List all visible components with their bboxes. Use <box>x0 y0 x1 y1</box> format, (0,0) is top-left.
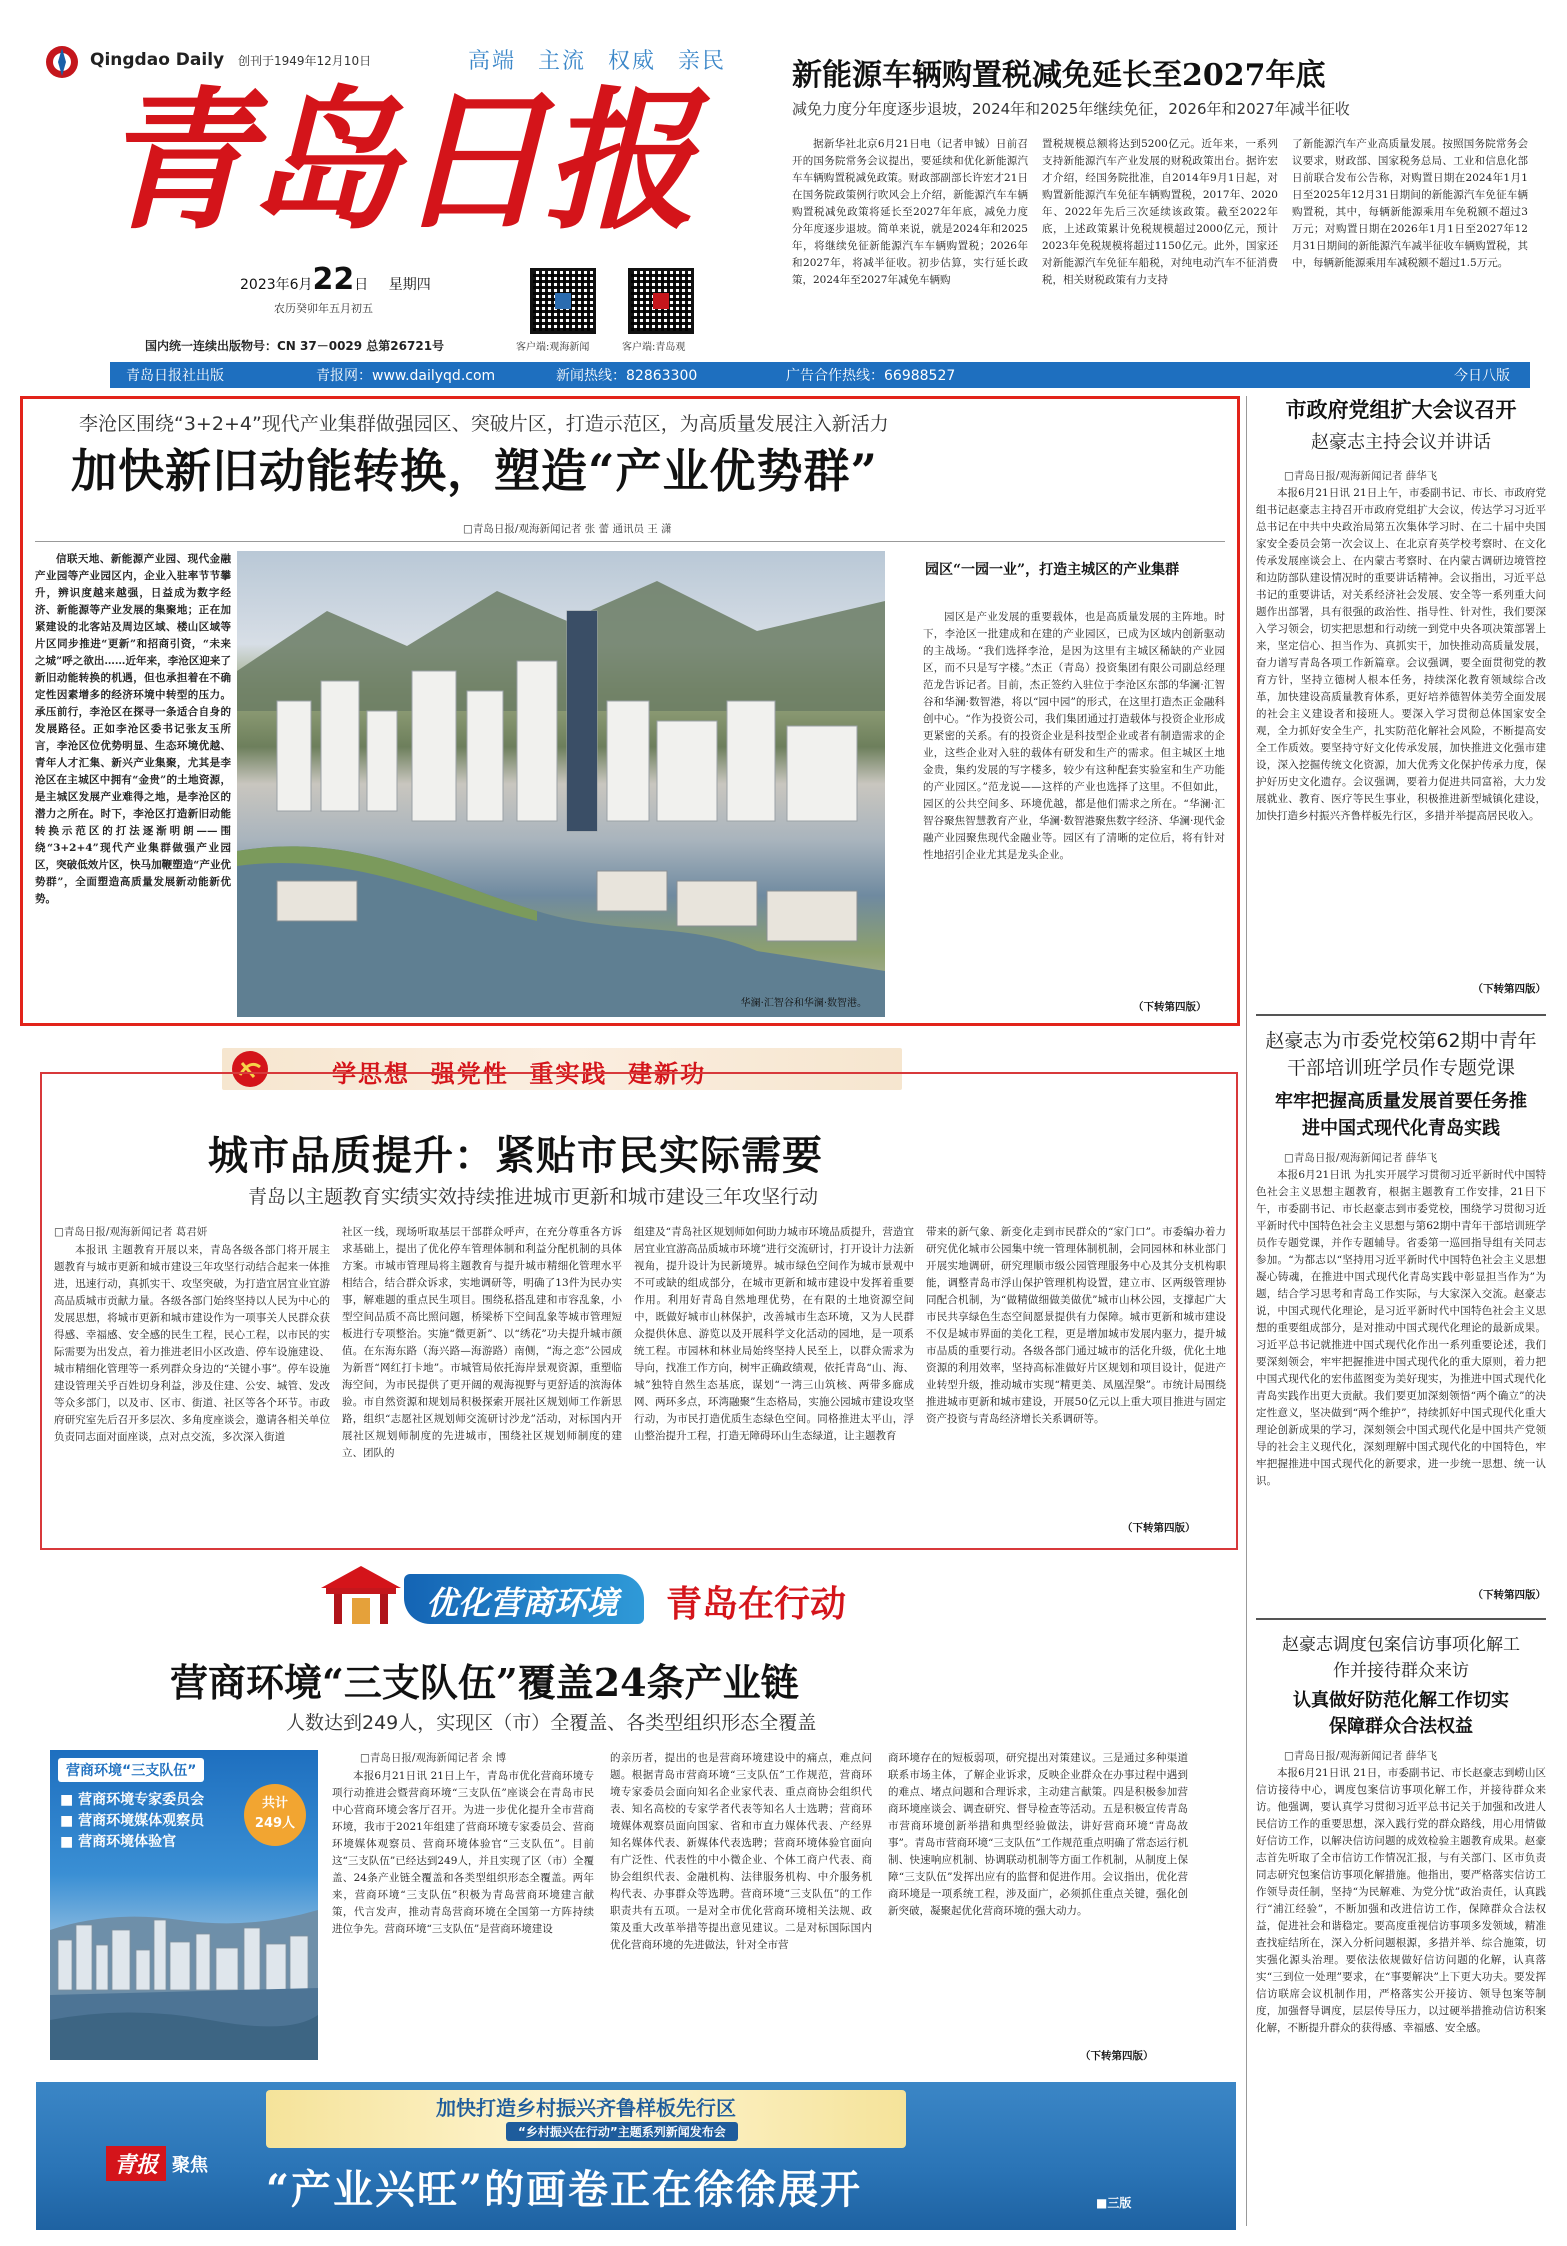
right-mid-byline: □青岛日报/观海新闻记者 薛华飞 <box>1284 1152 1438 1164</box>
footer-brand <box>106 2146 208 2181</box>
infobox-total-badge <box>244 1784 306 1846</box>
business-story <box>40 1616 1238 2076</box>
qr1-caption: 客户端:观海新闻 <box>516 342 590 353</box>
top-story-subtitle: 减免力度分年度逐步退坡，2024年和2025年继续免征，2026年和2027年减半征收 <box>792 100 1350 118</box>
right-bottom-body: 本报6月21日讯 21日，市委副书记、市长赵豪志到崂山区信访接待中心，调度包案信访事项化解工作，并接待群众来访。他强调，要认真学习贯彻习近平总书记关于加强和改进人民信访工作的重要思想，深入践行党的群众路线，用心用情做好信访工作，以解决信访问题的成效检验主题教育成果。赵豪志首先听取了全市信访工作情况汇报，与有关部门、区市负责同志研究包案信访事项化解措施。他指出，要严格落实信访工作领导责任制，坚持“为民解难、为党分忧”政治责任，认真践行“浦江经验”，不断加强和改进信访工作，保障群众合法权益，促进社会和谐稳定。要高度重视信访事项多发领域，精准查找症结所在，深入分析问题根源，多措并举、综合施策，切实强化源头治理。要依法依规做好信访问题的化解，认真落实“三到位一处理”要求，在“事要解决”上下更大功夫。要发挥信访联席会议机制作用，严格落实公开接访、领导包案等制度，加强督导调度，层层传导压力，以过硬举措推动信访积案化解，不断提升群众的获得感、幸福感、安全感。 <box>1256 1767 1546 2034</box>
lead-continue[interactable]: （下转第四版） <box>1133 1001 1207 1013</box>
date-suffix: 日 <box>354 277 369 293</box>
right-mid-body: 本报6月21日讯 为扎实开展学习贯彻习近平新时代中国特色社会主义思想主题教育，根据主题教育工作安排，21日下午，市委副书记、市长赵豪志到市委党校，围绕学习贯彻习近平新时代中国特色社会主义思想与第62期中青年干部培训班学员作专题党课，并作专题辅导。省委第一巡回指导组有关同志参加。“为都志以“坚持用习近平新时代中国特色社会主义思想凝心铸魂，在推进中国式现代化青岛实践中彰显担当作为”为题，结合学习思考和青岛工作实际，与大家深入交流。赵豪志说，中国式现代化理论，是习近平新时代中国特色社会主义思想的重要组成部分，是对推动中国式现代化理论的最新成果。习近平总书记就推进中国式现代化作出一系列重要论述，我们要深刻领会，牢牢把握推进中国式现代化的重大原则，着力把中国式现代化的宏伟蓝图变为美好现实，为推进中国式现代化青岛实践作出更大贡献。我们要更加深刻领悟“两个确立”的决定性意义，坚决做到“两个维护”，持续抓好中国式现代化重大理论创新成果的学习，深刻领会中国式现代化是中国共产党领导的社会主义现代化，深刻理解中国式现代化的中国特色，牢牢把握推进中国式现代化的新要求，进一步统一思想、统一认识。 <box>1256 1169 1546 1487</box>
logo-emblem-icon <box>44 44 80 80</box>
city-byline: □青岛日报/观海新闻记者 葛君妍 <box>54 1226 208 1238</box>
business-subtitle: 人数达到249人，实现区（市）全覆盖、各类型组织形态全覆盖 <box>286 1712 817 1734</box>
english-name: Qingdao Daily <box>90 50 225 70</box>
lead-left-col: 信联天地、新能源产业园、现代金融产业园等产业园区内，企业入驻率节节攀升，辨识度越来越强，日益成为数字经济、新能源等产业发展的集聚地；正在加紧建设的北客站及周边区域、楼山区域等片区同步推进“更新”和招商引资，“未来之城”呼之欲出……近年来，李沧区迎来了新旧动能转换的机遇，但也承担着在不确定性因素增多的经济环境中转型的压力。承压前行，李沧区在探寻一条适合自身的发展路径。正如李沧区委书记张友玉所言，李沧区位优势明显、生态环境优越、青年人才汇集、新兴产业集聚，尤其是李沧区在主城区中拥有“金贵”的土地资源，是主城区发展产业难得之地，是李沧区的潜力之所在。时下，李沧区打造新旧动能转换示范区的打法逐渐明朗——围绕“3+2+4”现代产业集群做强产业园区，突破低效片区，快马加鞭塑造“产业优势群”，全面塑造高质量发展新动能新优势。 <box>35 553 231 905</box>
right-top-title[interactable]: 市政府党组扩大会议召开 <box>1285 397 1517 422</box>
footer-banner-top: 加快打造乡村振兴齐鲁样板先行区 <box>436 2096 736 2120</box>
right-bottom-title[interactable]: 赵豪志调度包案信访事项化解工作并接待群众来访 <box>1282 1635 1520 1681</box>
footer-page-ref[interactable]: ■三版 <box>1096 2196 1132 2210</box>
slogan-4: 亲民 <box>678 49 727 74</box>
lead-photo-caption: 华澜·汇智谷和华澜·数智港。 <box>740 998 867 1009</box>
city-col4: 带来的新气象、新变化走到市民群众的“家门口”。市委编办着力研究优化城市公园集中统一管理体制机制，会同园林和林业部门开展实地调研，研究理顺市级公园管理服务中心及其分支机构职能，调整青岛市浮山保护管理机构设置，建立市、区两级管理协同配合机制，为“做精做细做美做优”城市山林公园，支撑起广大市民共享绿色生态空间愿景提供有力保障。城市更新和城市建设不仅是城市界面的美化工程，更是增加城市发展内驱力，提升城市品质的重要行动。各级各部门通过城市的活化升级，优化土地资源的利用效率，坚持高标准做好片区规划和项目设计，促进产业转型升级，推动城市实现“精更美、凤凰涅槃”。市统计局围绕推进城市更新和城市建设，开展50亿元以上重大项目推进与固定资产投资与青岛经济增长关系调研等。 <box>926 1226 1226 1425</box>
right-bottom-byline: □青岛日报/观海新闻记者 薛华飞 <box>1284 1750 1438 1762</box>
slogan-3: 权威 <box>608 49 657 74</box>
business-title[interactable]: 营商环境“三支队伍”覆盖24条产业链 <box>170 1660 799 1705</box>
top-story-title[interactable]: 新能源车辆购置税减免延长至2027年底 <box>792 58 1326 93</box>
infobox-skyline-image <box>50 1870 318 2060</box>
city-col1: 本报讯 主题教育开展以来，青岛各级各部门将开展主题教育与城市更新和城市建设三年攻坚行动结合起来一体推进，迅速行动，真抓实干、攻坚突破，为打造宜居宜业宜游高品质城市贡献力量。各级各部门始终坚持以人民为中心的发展思想，将城市更新和城市建设作为一项事关人民群众获得感、幸福感、安全感的民生工程，民心工程，以市民的实际需要为出发点，着力推进老旧小区改造、停车设施建设、城市精细化管理等一系列群众身边的“关键小事”。停车设施建设管理关乎百姓切身利益，涉及住建、公安、城管、发改等众多部门，以及市、区市、街道、社区等各个环节。市政府研究室先后召开多层次、多角度座谈会，邀请各相关单位负责同志面对面座谈，点对点交流，多次深入街道 <box>54 1244 330 1443</box>
publisher: 青岛日报社出版 <box>126 368 224 384</box>
business-continue[interactable]: （下转第四版） <box>1080 2050 1154 2062</box>
right-column <box>1256 396 1546 2096</box>
website-link[interactable]: 青报网：www.dailyqd.com <box>316 368 496 384</box>
right-mid-subtitle: 牢牢把握高质量发展首要任务推进中国式现代化青岛实践 <box>1275 1091 1527 1139</box>
city-col2: 社区一线，现场听取基层干部群众呼声，在充分尊重各方诉求基础上，提出了优化停车管理体制和利益分配机制的具体方案。市城市管理局将主题教育与提升城市精细化管理水平相结合，结合群众诉求，实地调研等，明确了13件为民办实事，解难题的重点民生项目。围绕私搭乱建和市容乱象，小型空间品质不高比照问题，桥梁桥下空间乱象等城市管理短板进行专项整治。实施“微更新”、以“绣花”功夫提升城市颜值。在东海东路（海兴路—海游路）南侧，“海之恋”公园成为新晋“网红打卡地”。市城管局依托海岸景观资源，重塑临海空间，为市民提供了更开阔的观海视野与更舒适的滨海体验。市自然资源和规划局积极探索开展社区规划师工作新思路，组织“志愿社区规划师交流研讨沙龙”活动，对标国内开展社区规划师制度的先进城市，围绕社区规划师制度的建立、团队的 <box>342 1226 622 1459</box>
right-mid-title[interactable]: 赵豪志为市委党校第62期中青年干部培训班学员作专题党课 <box>1265 1030 1537 1079</box>
lead-kicker: 李沧区围绕“3+2+4”现代产业集群做强园区、突破片区，打造示范区，为高质量发展注入新活力 <box>79 413 889 435</box>
business-col2: 的亲历者，提出的也是营商环境建设中的痛点，难点问题。根据青岛市营商环境“三支队伍”工作规范，营商环境专家委员会面向知名企业家代表、重点商协会组织代表、知名高校的专家学者代表等知名人士选聘；营商环境媒体观察员面向国家、省和市直力媒体代表、产经界知名媒体代表、新媒体代表选聘；营商环境体验官面向有广泛性、代表性的中小微企业、个体工商户代表、商协会组织代表、金融机构、法律服务机构、中介服务机构代表、办事群众等选聘。营商环境“三支队伍”的工作职责共有五项。一是对全市优化营商环境相关法规、政策及重大改革举措等提出意见建议。二是对标国际国内优化营商环境的先进做法，针对全市营 <box>610 1752 872 1951</box>
lead-byline: □青岛日报/观海新闻记者 张 蕾 通讯员 王 潇 <box>463 523 672 535</box>
city-story <box>40 1072 1238 1550</box>
footer-brand-logo: 青报 <box>106 2146 166 2181</box>
footer-brand-side: 聚焦 <box>172 2154 209 2176</box>
lead-photo[interactable] <box>237 551 885 1017</box>
ad-hotline: 广告合作热线：66988527 <box>786 368 956 384</box>
issn-line: 国内统一连续出版物号：CN 37－0029 总第26721号 <box>145 339 445 353</box>
city-title[interactable]: 城市品质提升：紧贴市民实际需要 <box>208 1132 823 1179</box>
weekday: 星期四 <box>388 277 431 293</box>
business-col1: 本报6月21日讯 21日上午，青岛市优化营商环境专项行动推进会暨营商环境“三支队伍”座谈会在青岛市民中心营商环境会客厅召开。为进一步优化提升全市营商环境，我市于2021年组建了营商环境专家委员会、营商环境媒体观察员、营商环境体验官“三支队伍”。目前这“三支队伍”已经达到249人，并且实现了区（市）全覆盖、24条产业链全覆盖和各类型组织形态全覆盖。两年来，营商环境“三支队伍”积极为青岛营商环境建言献策，代言发声，推动青岛营商环境在全国第一方阵持续进位争先。营商环境“三支队伍”是营商环境建设 <box>332 1770 594 1935</box>
lead-photo-image <box>237 551 885 1017</box>
infobox-total-label: 共计 <box>261 1796 288 1811</box>
business-banner-main: 优化营商环境 <box>426 1584 619 1622</box>
footer-banner <box>36 2082 1236 2230</box>
infobox-title: 营商环境“三支队伍” <box>58 1758 204 1782</box>
right-top-byline: □青岛日报/观海新闻记者 薛华飞 <box>1284 470 1438 482</box>
qr-center-2 <box>653 293 669 309</box>
infobox-item-3: ■ 营商环境体验官 <box>60 1834 177 1850</box>
slogan-1: 高端 <box>468 49 517 74</box>
slogan-2: 主流 <box>538 49 587 74</box>
masthead-logo: 青岛日报 <box>100 71 692 250</box>
top-story-col1: 据新华社北京6月21日电（记者申铖）日前召开的国务院常务会议提出，要延续和优化新能源汽车车辆购置税减免政策。财政部副部长许宏才21日在国务院政策例行吹风会上介绍，新能源汽车车辆购置税减免政策将延长至2027年年底，减免力度分年度逐步退坡。简单来说，就是2024年和2025年，将继续免征新能源汽车车辆购置税；2026年和2027年，将减半征收。初步估算，实行延长政策，2024年至2027年减免车辆购 <box>792 138 1028 286</box>
business-banner-side: 青岛在行动 <box>666 1583 847 1625</box>
lead-story <box>20 396 1240 1026</box>
right-top-body: 本报6月21日讯 21日上午，市委副书记、市长、市政府党组书记赵豪志主持召开市政府党组扩大会议，传达学习习近平总书记在中共中央政治局第五次集体学习时、在二十届中央国家安全委员会第一次会议上、在北京育英学校考察时、在文化传承发展座谈会上、在内蒙古考察时、在内蒙古调研边境管控和边防部队建设情况时的重要讲话精神。会议指出，习近平总书记的重要讲话，对关系经济社会发展、安全等一系列重大问题作出部署，具有很强的政治性、指导性、针对性，我们要深入学习领会，切实把思想和行动统一到党中央各项决策部署上来，坚定信心、担当作为、真抓实干，加快推动高质量发展，奋力谱写青岛各项工作新篇章。会议强调，要全面贯彻党的教育方针，坚持立德树人根本任务，持续深化教育领域综合改革，加快建设高质量教育体系，更好培养德智体美劳全面发展的社会主义建设者和接班人。要深入学习贯彻总体国家安全观，全力抓好安全生产，扎实防范化解社会风险，不断提高安全工作质效。要坚持守好文化传承发展，加快推进文化强市建设，深入挖掘传统文化资源，加大优秀文化保护传承力度，保护好历史文化遗存。会议强调，要着力促进共同富裕，大力发展就业、教育、医疗等民生事业，积极推进新型城镇化建设，加快打造乡村振兴齐鲁样板先行区，多措并举提高居民收入。 <box>1256 487 1546 822</box>
lead-side-head: 园区“一园一业”，打造主城区的产业集群 <box>925 562 1180 578</box>
founded-date: 创刊于1949年12月10日 <box>238 54 372 68</box>
page-count: 今日八版 <box>1454 368 1510 384</box>
lead-rule <box>35 541 1225 542</box>
date-day: 22 <box>312 262 355 297</box>
qr2-caption: 客户端:青岛观 <box>622 342 686 353</box>
qr-center-1 <box>555 293 571 309</box>
footer-headline[interactable]: “产业兴旺”的画卷正在徐徐展开 <box>266 2166 863 2213</box>
right-divider-2 <box>1256 1618 1546 1620</box>
city-subtitle: 青岛以主题教育实绩实效持续推进城市更新和城市建设三年攻坚行动 <box>248 1186 819 1208</box>
masthead-emblem <box>44 44 80 80</box>
city-col3: 组建及“青岛社区规划师如何助力城市环境品质提升，营造宜居宜业宜游高品质城市环境”进行交流研讨，打开设计力法新视角，提升设计为民新境界。城市绿色空间作为城市景观中不可或缺的组成部分，在城市更新和城市建设中发挥着重要作用。利用好青岛自然地理优势，在有限的土地资源空间中，既做好城市山林保护，改善城市生态环境，又为人民群众提供休息、游览以及开展科学文化活动的园地，是一项系统工程。市园林和林业局始终坚持人民至上，以群众需求为导向，找准工作方向，树牢正确政绩观，依托青岛“山、海、城”独特自然生态基底，谋划“一湾三山筑核、两带多廊成网、两环多点，环湾融聚”生态格局，实施公园城市建设攻坚行动，为市民打造优质生态绿色空间。同格推进太平山，浮山整治提升工程，打造无障碍环山生态绿道，让主题教育 <box>634 1226 914 1442</box>
right-column-separator <box>1246 396 1247 2226</box>
right-top-subtitle: 赵豪志主持会议并讲话 <box>1311 432 1491 453</box>
qr-code-1[interactable] <box>530 268 596 334</box>
info-bar <box>110 362 1530 388</box>
masthead <box>40 30 780 360</box>
issue-date <box>240 262 431 297</box>
right-divider-1 <box>1256 1014 1546 1016</box>
infobox-total-value: 249人 <box>254 1816 296 1831</box>
right-mid-continue[interactable]: （下转第四版） <box>1472 1589 1546 1601</box>
lead-title[interactable]: 加快新旧动能转换，塑造“产业优势群” <box>71 444 878 498</box>
lead-right-col: 园区是产业发展的重要载体，也是高质量发展的主阵地。时下，李沧区一批建成和在建的产业园区，已成为区域内创新驱动的主战场。“我们选择李沧，是因为这里有主城区稀缺的产业园区，而不只是写字楼。”杰正（青岛）投资集团有限公司副总经理范龙告诉记者。目前，杰正签约入驻位于李沧区东部的华澜·汇智谷和华澜·数智港，将以“园中园”的形式，在这里打造杰正金融科创中心。“作为投资公司，我们集团通过打造载体与投资企业形成更紧密的关系。有的投资企业是科技型企业或者有制造需求的企业，这些企业对入驻的载体有研发和生产的需求。但主城区土地金贵，集约发展的写字楼多，较少有这种配套实验室和生产功能的产业园区。”范龙说——这样的产业也选择了这里。不但如此，园区的公共空间多、环境优越，都是他们需求之所在。“华澜·汇智谷聚焦智慧教育产业，华澜·数智港聚焦数字经济、华澜·现代金融产业园聚焦现代金融业等。园区有了清晰的定位后，将有针对性地招引企业尤其是龙头企业。 <box>923 611 1225 861</box>
right-bottom-subtitle: 认真做好防范化解工作切实保障群众合法权益 <box>1293 1690 1509 1737</box>
top-story-col3: 了新能源汽车产业高质量发展。按照国务院常务会议要求，财政部、国家税务总局、工业和信息化部日前联合发布公告称，对购置日期在2024年1月1日至2025年12月31日期间的新能源汽车免征车辆购置税，其中，每辆新能源乘用车免税额不超过3万元；对购置日期在2026年1月1日至2027年12月31日期间的新能源汽车减半征收车辆购置税，其中，每辆新能源乘用车减税额不超过1.5万元。 <box>1292 138 1528 269</box>
study-banner-text: 学思想 强党性 重实践 建新功 <box>332 1060 707 1088</box>
top-story-col2: 置税规模总额将达到5200亿元。近年来，一系列支持新能源汽车产业发展的财税政策出台。据许宏才介绍，经国务院批准，自2014年9月1日起，对购置新能源汽车免征车辆购置税，2017年、2020年、2022年先后三次延续该政策。截至2022年底，上述政策累计免税规模超过2000亿元，预计2023年免税规模将超过1150亿元。此外，国家还对新能源汽车免征车船税，对纯电动汽车不征消费税，相关财税政策有力支持 <box>1042 138 1278 286</box>
infobox-item-2: ■ 营商环境媒体观察员 <box>60 1813 205 1829</box>
qr-code-2[interactable] <box>628 268 694 334</box>
city-continue[interactable]: （下转第四版） <box>1122 1522 1196 1534</box>
infobox-list <box>60 1790 204 1853</box>
date-prefix: 2023年6月 <box>240 277 313 293</box>
business-byline: □青岛日报/观海新闻记者 余 博 <box>360 1752 507 1764</box>
right-top-continue[interactable]: （下转第四版） <box>1472 983 1546 995</box>
footer-banner-sub: “乡村振兴在行动”主题系列新闻发布会 <box>506 2122 738 2141</box>
business-infobox <box>50 1750 318 2060</box>
infobox-item-1: ■ 营商环境专家委员会 <box>60 1792 205 1808</box>
top-story <box>792 56 1532 356</box>
business-col3: 商环境存在的短板弱项，研究提出对策建议。三是通过多种渠道联系市场主体，了解企业诉求，反映企业群众在办事过程中遇到的难点、堵点问题和合理诉求，主动建言献策。四是积极参加营商环境座谈会、调查研究、督导检查等活动。五是积极宣传青岛市营商环境创新举措和典型经验做法，讲好营商环境“青岛故事”。青岛市营商环境“三支队伍”工作规范重点明确了常态运行机制、快速响应机制、协调联动机制等方面工作机制，从制度上保障“三支队伍”发挥出应有的监督和促进作用。会议指出，优化营商环境是一项系统工程，涉及面广，必须抓住重点关键，强化创新突破，凝聚起优化营商环境的强大动力。 <box>888 1752 1188 1917</box>
news-hotline: 新闻热线：82863300 <box>556 368 698 384</box>
lunar-date: 农历癸卯年五月初五 <box>274 302 373 315</box>
